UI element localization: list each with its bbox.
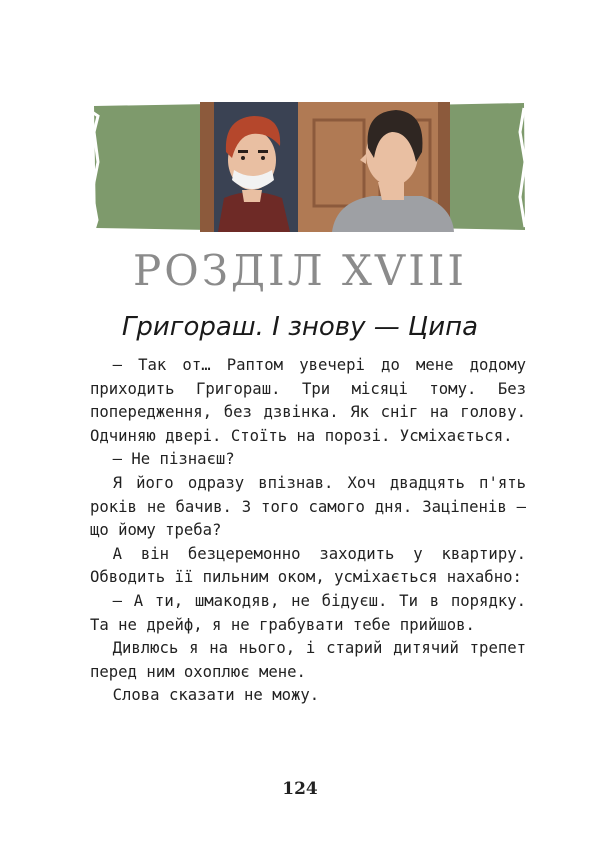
paragraph: Я його одразу впізнав. Хоч двадцять п'ять років не бачив. З того самого дня. Заціпенів — що йому треба? xyxy=(90,473,526,540)
door-frame-left xyxy=(200,102,214,232)
two-men-at-door-illustration xyxy=(92,102,526,232)
page-number: 124 xyxy=(282,779,318,799)
paragraph: Дивлюсь я на нього, і старий дитячий трепет перед ним охоплює мене. xyxy=(90,639,526,681)
chapter-body xyxy=(90,354,526,708)
paragraph: — А ти, шмакодяв, не бідуєш. Ти в порядку. Та не дрейф, я не грабувати тебе прийшов. xyxy=(90,591,526,634)
paragraph: Слова сказати не можу. xyxy=(112,686,320,705)
green-backdrop xyxy=(94,104,212,230)
chapter-number: РОЗДІЛ XVIII xyxy=(133,246,467,295)
chapter-title: Григораш. І знову — Ципа xyxy=(121,312,479,342)
paragraph: — Не пізнаєш? xyxy=(112,450,235,469)
chapter-illustration xyxy=(92,102,526,232)
paragraph: А він безцеремонно заходить у квартиру. Обводить її пильним оком, усміхається нахабно: xyxy=(90,544,526,587)
paragraph: — Так от… Раптом увечері до мене додому приходить Григораш. Три місяці тому. Без попередження, без дзвінка. Як сніг на голову. Одчиняю двері. Стоїть на порозі. Усміхається. xyxy=(90,356,526,445)
